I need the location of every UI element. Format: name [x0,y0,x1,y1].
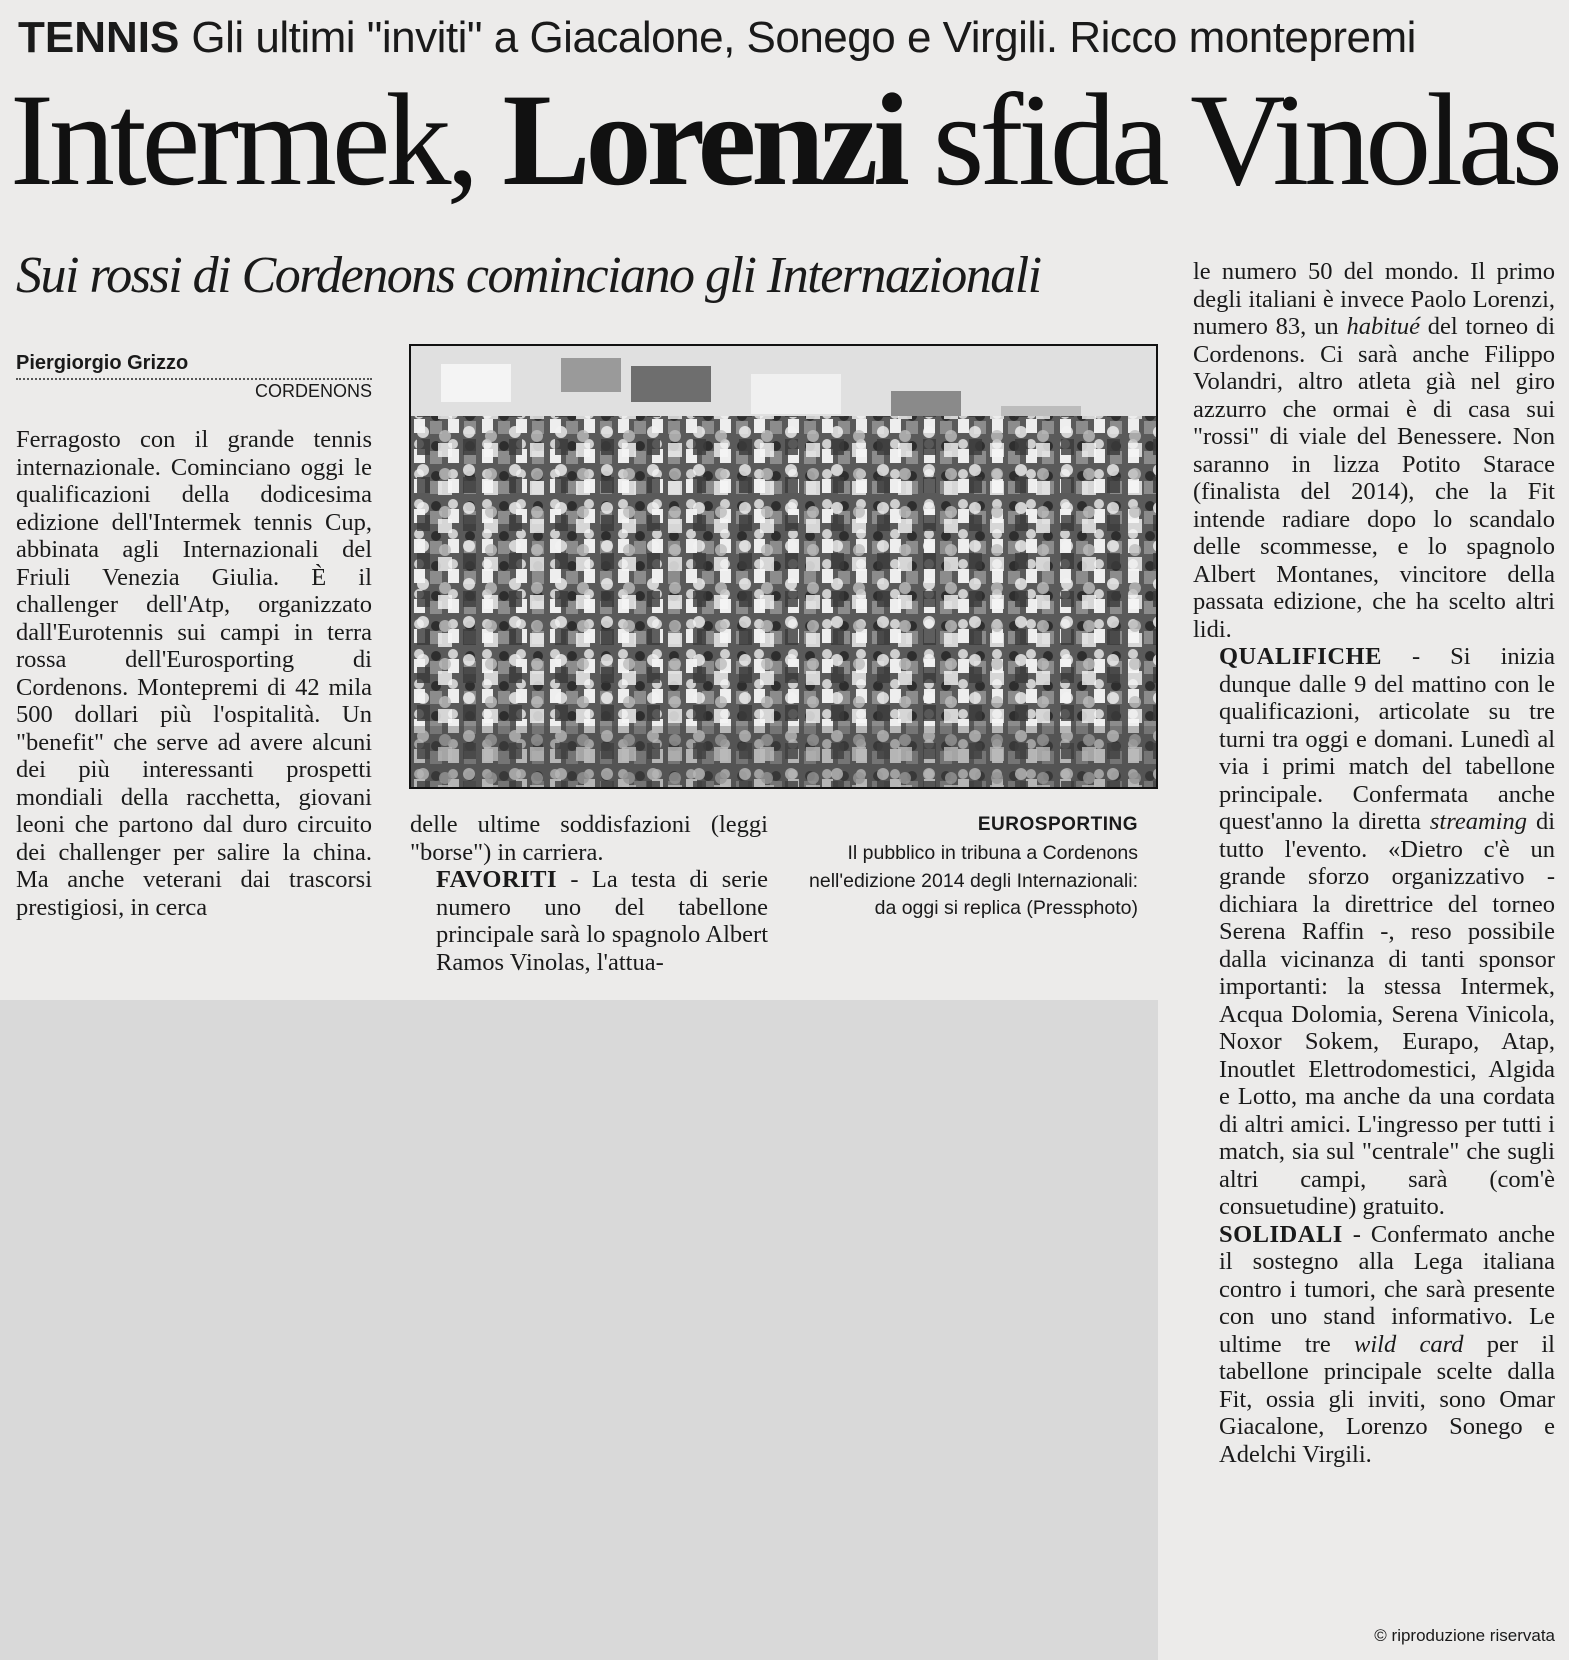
article-paragraph-solidali [1193,1221,1555,1469]
section-heading: FAVORITI [436,866,558,893]
section-text: - La testa di serie numero uno del tabellone principale sarà lo spagnolo Albert Ramos Vinolas, l'attua- [436,866,768,976]
italic-term: habitué [1346,313,1420,340]
section-tag: TENNIS [18,13,180,62]
dateline: CORDENONS [254,381,372,401]
photo-credit: EUROSPORTING [977,814,1138,835]
crowd-photo [409,344,1158,789]
section-heading: QUALIFICHE [1219,643,1382,670]
section-text: di tutto l'evento. «Dietro c'è un grande sforzo organizzativo - dichiara la direttrice del torneo Serena Raffin -, reso possibile dalla vicinanza di tanti sponsor importanti: la stessa Intermek, Acqua Dolomia, Serena Vinicola, Noxor Sokem, Eurapo, Atap, Inoutlet Elettrodomestici, Algida e Lotto, ma anche da una cordata di altri amici. L'ingresso per tutti i match, sia sul "centrale" che sugli altri campi, sarà (com'è consuetudine) gratuito. [1219,808,1555,1220]
crowd-photo-image [411,346,1156,787]
section-text: - Confermato anche il sostegno alla Lega italiana contro i tumori, che sarà presente con uno stand informativo. Le ultime tre [1219,1220,1555,1358]
kicker-text: Gli ultimi "inviti" a Giacalone, Sonego e Virgili. Ricco montepremi [191,13,1416,62]
article-paragraph: Ferragosto con il grande tennis internazionale. Cominciano oggi le qualificazioni della dodicesima edizione dell'Intermek tennis Cup, abbinata agli Internazionali del Friuli Venezia Giulia. È il challenger dell'Atp, organizzato dall'Eurotennis sui campi in terra rossa dell'Eurosporting di Cordenons. Montepremi di 42 mila 500 dollari più l'ospitalità. Un "benefit" che serve ad avere alcuni dei più interessanti prospetti mondiali della racchetta, giovani leoni che partono dal duro circuito dei challenger per salire la china. Ma anche veterani dai trascorsi prestigiosi, in cerca [16,426,372,921]
article-paragraph [1193,258,1555,643]
article-column-2 [410,811,768,991]
headline-part1: Intermek, [10,66,503,213]
article-paragraph-favoriti [410,866,768,976]
kicker [18,8,1558,68]
byline: Piergiorgio Grizzo [16,348,372,380]
section-text: - Si inizia dunque dalle 9 del mattino con le qualificazioni, articolate su tre turni tra oggi e domani. Lunedì al via i primi match del tabellone principale. Confermata anche quest'anno la diretta [1219,643,1555,835]
paragraph-text: le numero 50 del mondo. Il primo degli italiani è invece Paolo Lorenzi, numero 83, un [1193,258,1555,340]
article-paragraph: delle ultime soddisfazioni (leggi "borse") in carriera. [410,811,768,866]
headline-part2: Lorenzi [502,66,905,213]
subheadline: Sui rossi di Cordenons cominciano gli Internazionali [16,247,1041,304]
article-column-1 [16,426,372,986]
italic-term: wild card [1354,1330,1464,1358]
paragraph-text: del torneo di Cordenons. Ci sarà anche Filippo Volandri, altro atleta già nel giro azzurro che ormai è di casa sui "rossi" di viale del Benessere. Non saranno in lizza Potito Starace (finalista del 2014), che la Fit intende radiare dopo lo scandalo delle scommesse, e lo spagnolo Albert Montanes, vincitore della passata edizione, che ha scelto altri lidi. [1193,313,1556,643]
photo-caption: Il pubblico in tribuna a Cordenons nell'edizione 2014 degli Internazionali: da oggi si replica (Pressphoto) [809,842,1138,919]
article-column-3 [1193,258,1555,1618]
article-paragraph-qualifiche [1193,643,1555,1221]
copyright-notice: © riproduzione riservata [1374,1626,1555,1645]
italic-term: streaming [1429,808,1527,835]
headline [10,60,1565,220]
section-text: per il tabellone principale scelte dalla Fit, ossia gli inviti, sono Omar Giacalone, Lorenzo Sonego e Adelchi Virgili. [1219,1330,1555,1468]
section-heading: SOLIDALI [1219,1220,1343,1248]
headline-part3: sfida Vinolas [904,66,1558,213]
